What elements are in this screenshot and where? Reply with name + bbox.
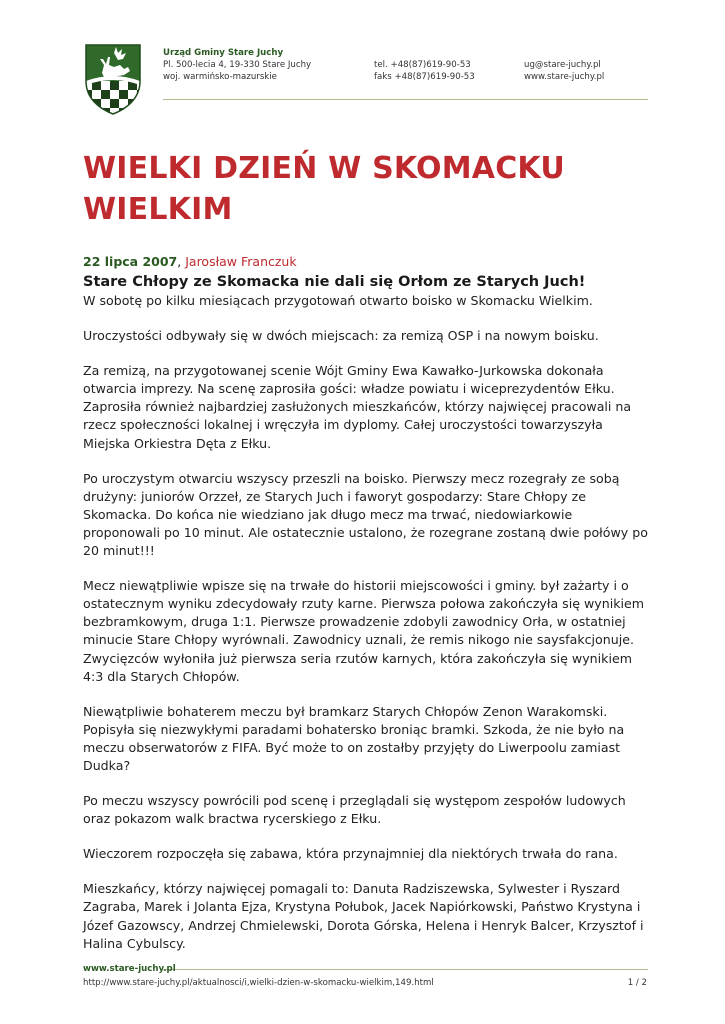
office-address: Pl. 500-lecia 4, 19-330 Stare Juchy <box>163 60 312 70</box>
footer-page-url[interactable]: http://www.stare-juchy.pl/aktualnosci/i,wielki-dzien-w-skomacku-wielkim,149.html <box>83 978 434 988</box>
article-paragraph: Mieszkańcy, którzy najwięcej pomagali to: Danuta Radziszewska, Sylwester i Ryszard Zagraba, Marek i Jolanta Ejza, Krystyna Połubok, Jacek Napiórkowski, Państwo Krystyna i Józef Gazowscy, Andrzej Chmielewski, Dorota Górska, Helena i Henryk Balcer, Krzysztof i Halina Cybulscy. <box>83 881 644 951</box>
phone-block <box>374 47 475 83</box>
article-paragraph: W sobotę po kilku miesiącach przygotowań otwarto boisko w Skomacku Wielkim. <box>83 293 593 308</box>
coat-of-arms-icon <box>84 43 142 115</box>
article-date: 22 lipca 2007 <box>83 254 178 269</box>
article-paragraph: Po uroczystym otwarciu wszyscy przeszli na boisko. Pierwszy mecz rozegrały ze sobą drużyny: juniorów Orzzeł, ze Starych Juch i faworyt gospodarzy: Stare Chłopy ze Skomacka. Do końca nie wiedziano jak długo mecz ma trwać, niedowiarkowie proponowali po 10 minut. Ale ostatecznie ustalono, że rozegrane zostaną dwie połówy po 20 minut!!! <box>83 470 648 559</box>
office-region: woj. warmińsko-mazurskie <box>163 72 277 82</box>
footer-divider <box>163 969 648 970</box>
meta-separator: , <box>177 254 186 269</box>
article-paragraph: Uroczystości odbywały się w dwóch miejscach: za remizą OSP i na nowym boisku. <box>83 328 599 344</box>
article-author[interactable]: Jarosław Franczuk <box>185 254 297 269</box>
email-link[interactable]: ug@stare-juchy.pl <box>524 60 601 70</box>
article-paragraph: Mecz niewątpliwie wpisze się na trwałe do historii miejscowości i gminy. był zażarty i o ostatecznym wyniku zdecydowały rzuty karne. Pierwsza połowa zakończyła się wynikiem bezbramkowym, druga 1:1. Pierwsze prowadzenie zdobyli zawodnicy Orła, w ostatniej minucie Stare Chłopy wyrównali. Zawodnicy uznali, że remis nikogo nie saysfakcjonuje. Zwycięzców wyłoniła już pierwsza seria rzutów karnych, która zakończyła się wynikiem 4:3 dla Starych Chłopów. <box>83 578 645 684</box>
article-lead: Stare Chłopy ze Skomacka nie dali się Orłom ze Starych Juch! <box>83 274 586 290</box>
phone-number: tel. +48(87)619-90-53 <box>374 60 471 70</box>
web-block <box>524 47 604 83</box>
office-contact-block <box>163 47 311 83</box>
article-title: WIELKI DZIEŃ W SKOMACKU WIELKIM <box>83 151 565 227</box>
page-number: 1 / 2 <box>627 978 647 988</box>
article-meta <box>83 254 653 270</box>
article-paragraph: Za remizą, na przygotowanej scenie Wójt Gminy Ewa Kawałko-Jurkowska dokonała otwarcia imprezy. Na scenę zaprosiła gości: władze powiatu i wiceprezydentów Ełku. Zaprosiła również najbardziej zasłużonych mieszkańców, którzy najwięcej pracowali na rzecz społeczności lokalnej i wręczyła im dyplomy. Całej uroczystości towarzyszyła Miejska Orkiestra Dęta z Ełku. <box>83 363 632 451</box>
article-paragraph: Po meczu wszyscy powrócili pod scenę i przeglądali się występom zespołów ludowych oraz pokazom walk bractwa rycerskiego z Ełku. <box>83 793 626 827</box>
article-paragraph: Wieczorem rozpoczęła się zabawa, która przynajmniej dla niektórych trwała do rana. <box>83 846 618 862</box>
office-name: Urząd Gminy Stare Juchy <box>163 48 284 58</box>
footer-site-link[interactable]: www.stare-juchy.pl <box>83 964 176 974</box>
article-paragraph: Niewątpliwie bohaterem meczu był bramkarz Starych Chłopów Zenon Warakomski. Popisyła się niezwykłymi paradami bohatersko broniąc bramki. Szkoda, że nie było na meczu obserwatorów z FIFA. Być może to on zostałby przyjęty do Liwerpoolu zamiast Dudka? <box>83 703 625 773</box>
article <box>83 254 653 970</box>
website-link[interactable]: www.stare-juchy.pl <box>524 72 605 82</box>
fax-number: faks +48(87)619-90-53 <box>374 72 475 82</box>
header-divider <box>163 99 648 100</box>
article-body <box>83 292 653 953</box>
